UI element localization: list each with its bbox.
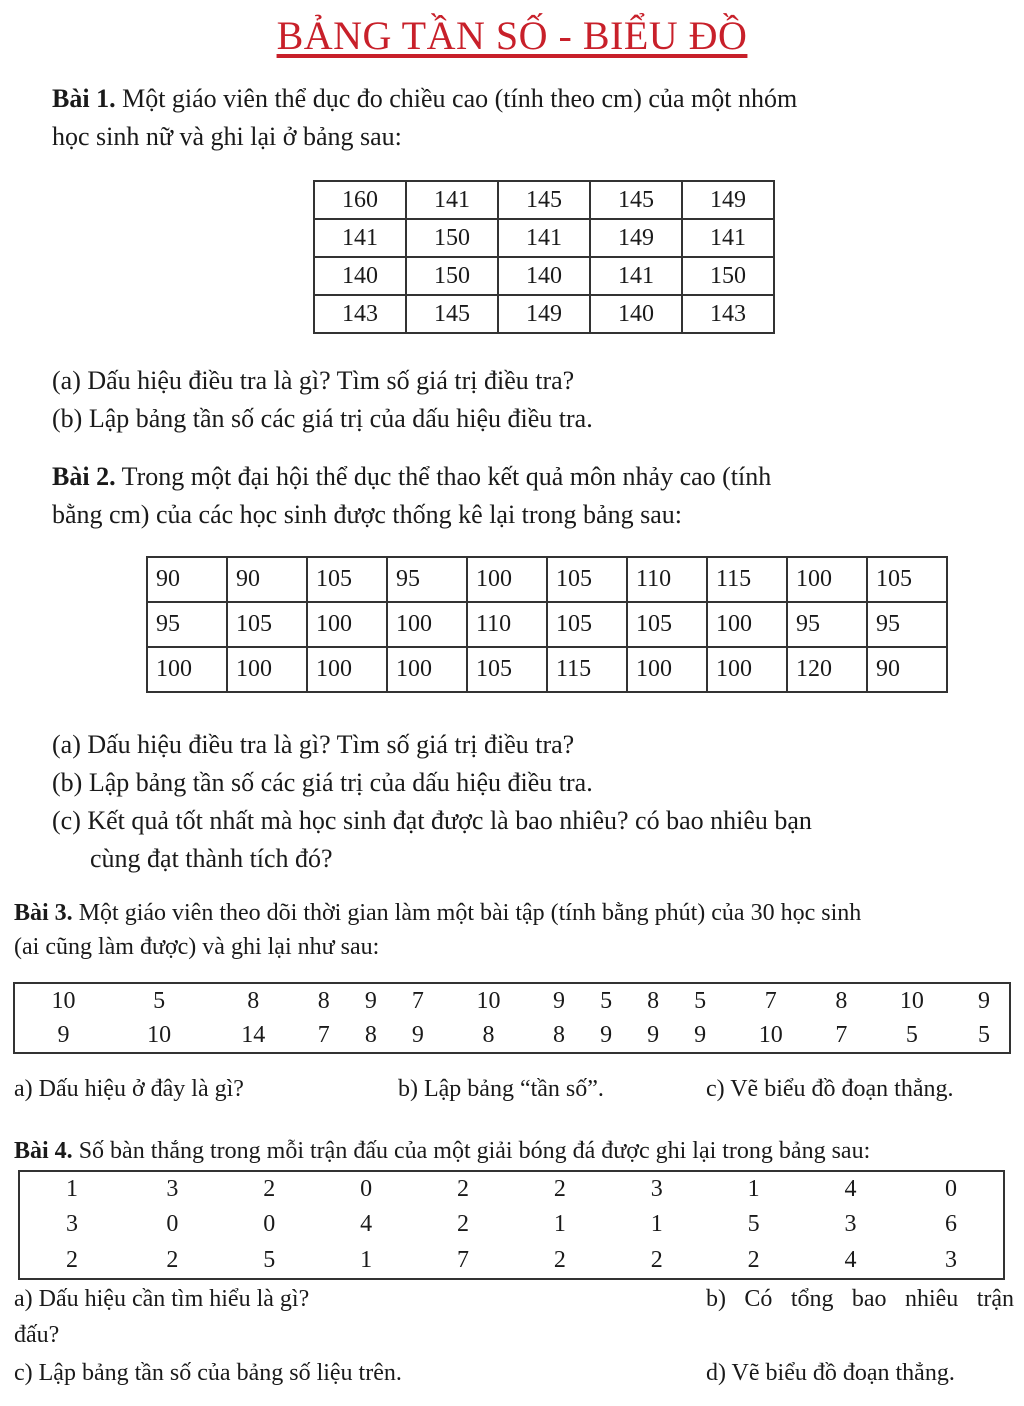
bai2-table-cell: 100 [707, 602, 787, 647]
bai1-table-cell: 141 [314, 219, 406, 257]
bai3-table-cell: 8 [317, 987, 330, 1014]
bai4-table [18, 1170, 1005, 1280]
bai4-table-cell: 1 [65, 1176, 78, 1203]
bai3-table-cell: 8 [647, 987, 660, 1014]
bai1-intro [52, 80, 992, 156]
bai1-label: Bài 1. [52, 84, 116, 113]
bai3-table-cell: 9 [553, 987, 566, 1014]
bai3-table-cell: 10 [476, 987, 501, 1014]
bai3-intro [14, 896, 1014, 964]
bai2-table-cell: 95 [387, 557, 467, 602]
bai2-table-cell: 105 [867, 557, 947, 602]
bai3-table [13, 982, 1011, 1054]
bai4-question-b: b) Có tổng bao nhiêu trận [706, 1286, 1014, 1312]
bai3-table-cell: 9 [647, 1021, 660, 1048]
bai2-table-cell: 100 [387, 647, 467, 692]
bai1-line1 [52, 80, 992, 118]
bai4-table-cell: 3 [65, 1211, 78, 1238]
bai3-table-cell: 9 [600, 1021, 613, 1048]
bai1-table-cell: 150 [406, 219, 498, 257]
bai1-table-cell: 140 [314, 257, 406, 295]
page-title: BẢNG TẦN SỐ - BIỂU ĐỒ [276, 13, 748, 58]
bai4-table-cell: 7 [457, 1246, 470, 1273]
bai4-table-cell: 1 [360, 1246, 373, 1273]
bai1-table-row [314, 181, 774, 219]
bai2-text1: Trong một đại hội thể dục thể thao kết quả môn nhảy cao (tính [121, 462, 772, 491]
bai1-table [313, 180, 775, 334]
bai1-table-cell: 149 [498, 295, 590, 333]
bai4-text1: Số bàn thắng trong mỗi trận đấu của một giải bóng đá được ghi lại trong bảng sau: [78, 1138, 871, 1164]
bai2-table-cell: 100 [787, 557, 867, 602]
bai2-table-cell: 95 [147, 602, 227, 647]
bai4-table-cell: 4 [844, 1246, 857, 1273]
bai4-table-cell: 2 [457, 1211, 470, 1238]
bai4-table-cell: 2 [457, 1176, 470, 1203]
bai1-table-cell: 160 [314, 181, 406, 219]
bai4-table-cell: 6 [944, 1211, 957, 1238]
bai3-text2: (ai cũng làm được) và ghi lại như sau: [14, 934, 380, 960]
bai3-table-cell: 14 [241, 1021, 266, 1048]
bai4-intro [14, 1134, 1014, 1168]
bai3-table-cell: 9 [411, 1021, 424, 1048]
bai1-table-cell: 149 [590, 219, 682, 257]
bai2-table-cell: 105 [467, 647, 547, 692]
bai2-table-row [147, 647, 947, 692]
bai3-line1 [14, 896, 1014, 930]
bai4-table-cell: 3 [166, 1176, 179, 1203]
bai1-table-cell: 145 [498, 181, 590, 219]
bai3-table-cell: 10 [147, 1021, 172, 1048]
bai3-question-b: b) Lập bảng “tần số”. [398, 1076, 604, 1102]
bai3-table-cell: 5 [600, 987, 613, 1014]
bai4-question-a: a) Dấu hiệu cần tìm hiểu là gì? [14, 1286, 310, 1312]
bai2-table-cell: 100 [467, 557, 547, 602]
bai2-table-cell: 100 [307, 602, 387, 647]
bai2-table-cell: 90 [227, 557, 307, 602]
bai3-table-cell: 10 [51, 987, 76, 1014]
bai2-table-cell: 115 [547, 647, 627, 692]
bai2-question-c-cont: cùng đạt thành tích đó? [90, 844, 333, 873]
bai3-table-cell: 9 [694, 1021, 707, 1048]
bai1-table-body [314, 181, 774, 333]
bai2-line1 [52, 458, 1012, 496]
bai2-table-cell: 120 [787, 647, 867, 692]
bai1-table-row [314, 295, 774, 333]
bai2-table-cell: 95 [867, 602, 947, 647]
bai3-table-cell: 8 [835, 987, 848, 1014]
bai1-questions [52, 362, 992, 438]
bai2-label: Bài 2. [52, 462, 116, 491]
bai2-table-cell: 100 [387, 602, 467, 647]
bai1-question-a: (a) Dấu hiệu điều tra là gì? Tìm số giá trị điều tra? [52, 366, 575, 395]
bai4-table-cell: 4 [360, 1211, 373, 1238]
bai2-intro [52, 458, 1012, 534]
bai3-table-cell: 9 [364, 987, 377, 1014]
bai2-table-row [147, 602, 947, 647]
bai4-table-body [19, 1171, 1004, 1279]
bai4-label: Bài 4. [14, 1138, 73, 1164]
bai2-table-cell: 100 [307, 647, 387, 692]
bai2-table-cell: 100 [627, 647, 707, 692]
bai2-table-cell: 95 [787, 602, 867, 647]
bai1-table-cell: 140 [498, 257, 590, 295]
bai3-table-cell: 8 [482, 1021, 495, 1048]
bai4-table-row [19, 1243, 1004, 1279]
bai3-table-row [14, 1018, 1010, 1053]
bai3-label: Bài 3. [14, 900, 73, 926]
bai4-table-cell: 0 [263, 1211, 276, 1238]
bai3-table-cell: 7 [835, 1021, 848, 1048]
bai3-question-a: a) Dấu hiệu ở đây là gì? [14, 1076, 244, 1102]
bai3-table-cell: 5 [977, 1021, 990, 1048]
bai4-table-cell: 2 [650, 1246, 663, 1273]
bai4-question-d: d) Vẽ biểu đồ đoạn thẳng. [706, 1360, 955, 1386]
bai2-questions [52, 726, 1012, 878]
bai3-table-cell: 8 [553, 1021, 566, 1048]
bai1-table-cell: 143 [314, 295, 406, 333]
bai3-table-cell: 8 [247, 987, 260, 1014]
bai2-table [146, 556, 948, 693]
bai3-table-cell: 9 [977, 987, 990, 1014]
bai4-question-b-cont: đấu? [14, 1322, 60, 1348]
bai2-table-cell: 105 [547, 557, 627, 602]
bai4-table-cell: 2 [166, 1246, 179, 1273]
bai4-table-cell: 3 [844, 1211, 857, 1238]
bai1-table-cell: 145 [590, 181, 682, 219]
bai3-table-cell: 8 [364, 1021, 377, 1048]
bai2-table-cell: 115 [707, 557, 787, 602]
bai2-table-cell: 100 [147, 647, 227, 692]
bai4-question-c: c) Lập bảng tần số của bảng số liệu trên. [14, 1360, 402, 1386]
bai2-question-a: (a) Dấu hiệu điều tra là gì? Tìm số giá trị điều tra? [52, 730, 575, 759]
bai2-table-cell: 90 [147, 557, 227, 602]
bai2-table-body [147, 557, 947, 692]
bai4-table-cell: 1 [650, 1211, 663, 1238]
bai4-table-cell: 2 [553, 1246, 566, 1273]
bai3-table-cell: 5 [905, 1021, 918, 1048]
bai3-table-cell: 7 [317, 1021, 330, 1048]
bai4-table-cell: 2 [263, 1176, 276, 1203]
bai3-table-cell: 5 [694, 987, 707, 1014]
bai2-table-cell: 100 [227, 647, 307, 692]
bai1-table-cell: 143 [682, 295, 774, 333]
bai2-table-cell: 105 [307, 557, 387, 602]
bai1-table-cell: 145 [406, 295, 498, 333]
bai1-table-cell: 150 [406, 257, 498, 295]
bai4-table-cell: 3 [650, 1176, 663, 1203]
bai1-table-cell: 141 [406, 181, 498, 219]
bai2-table-cell: 90 [867, 647, 947, 692]
bai3-table-cell: 9 [57, 1021, 70, 1048]
bai4-table-cell: 0 [166, 1211, 179, 1238]
bai4-table-cell: 2 [65, 1246, 78, 1273]
bai3-question-c: c) Vẽ biểu đồ đoạn thẳng. [706, 1076, 954, 1102]
bai4-table-row [19, 1171, 1004, 1207]
bai2-text2: bằng cm) của các học sinh được thống kê lại trong bảng sau: [52, 500, 682, 529]
bai2-table-cell: 110 [627, 557, 707, 602]
bai2-question-b: (b) Lập bảng tần số các giá trị của dấu hiệu điều tra. [52, 768, 593, 797]
bai1-text1: Một giáo viên thể dục đo chiều cao (tính theo cm) của một nhóm [122, 84, 798, 113]
bai2-table-cell: 110 [467, 602, 547, 647]
bai2-table-cell: 105 [227, 602, 307, 647]
bai1-table-cell: 141 [682, 219, 774, 257]
bai2-table-cell: 105 [547, 602, 627, 647]
bai3-table-body [14, 983, 1010, 1053]
bai2-table-cell: 100 [707, 647, 787, 692]
bai3-text1: Một giáo viên theo dõi thời gian làm một bài tập (tính bằng phút) của 30 học sinh [78, 900, 862, 926]
bai4-table-row [19, 1207, 1004, 1242]
bai3-table-cell: 7 [764, 987, 777, 1014]
bai1-table-row [314, 219, 774, 257]
bai1-table-row [314, 257, 774, 295]
bai1-table-cell: 150 [682, 257, 774, 295]
bai1-table-cell: 141 [498, 219, 590, 257]
bai4-table-cell: 0 [944, 1176, 957, 1203]
bai4-table-cell: 0 [360, 1176, 373, 1203]
bai1-question-b: (b) Lập bảng tần số các giá trị của dấu hiệu điều tra. [52, 404, 593, 433]
bai2-table-cell: 105 [627, 602, 707, 647]
bai2-table-row [147, 557, 947, 602]
bai1-table-cell: 140 [590, 295, 682, 333]
bai4-table-cell: 5 [747, 1211, 760, 1238]
bai4-table-cell: 4 [844, 1176, 857, 1203]
bai2-question-c: (c) Kết quả tốt nhất mà học sinh đạt được là bao nhiêu? có bao nhiêu bạn [52, 806, 812, 835]
bai1-table-cell: 141 [590, 257, 682, 295]
bai1-text2: học sinh nữ và ghi lại ở bảng sau: [52, 122, 402, 151]
bai4-table-cell: 1 [553, 1211, 566, 1238]
bai3-table-row [14, 983, 1010, 1018]
bai4-table-cell: 2 [747, 1246, 760, 1273]
bai4-table-cell: 2 [553, 1176, 566, 1203]
bai3-table-cell: 5 [153, 987, 166, 1014]
bai3-table-cell: 10 [899, 987, 924, 1014]
bai4-table-cell: 3 [944, 1246, 957, 1273]
bai4-table-cell: 1 [747, 1176, 760, 1203]
bai1-table-cell: 149 [682, 181, 774, 219]
bai3-table-cell: 10 [758, 1021, 783, 1048]
bai4-table-cell: 5 [263, 1246, 276, 1273]
bai3-table-cell: 7 [411, 987, 424, 1014]
